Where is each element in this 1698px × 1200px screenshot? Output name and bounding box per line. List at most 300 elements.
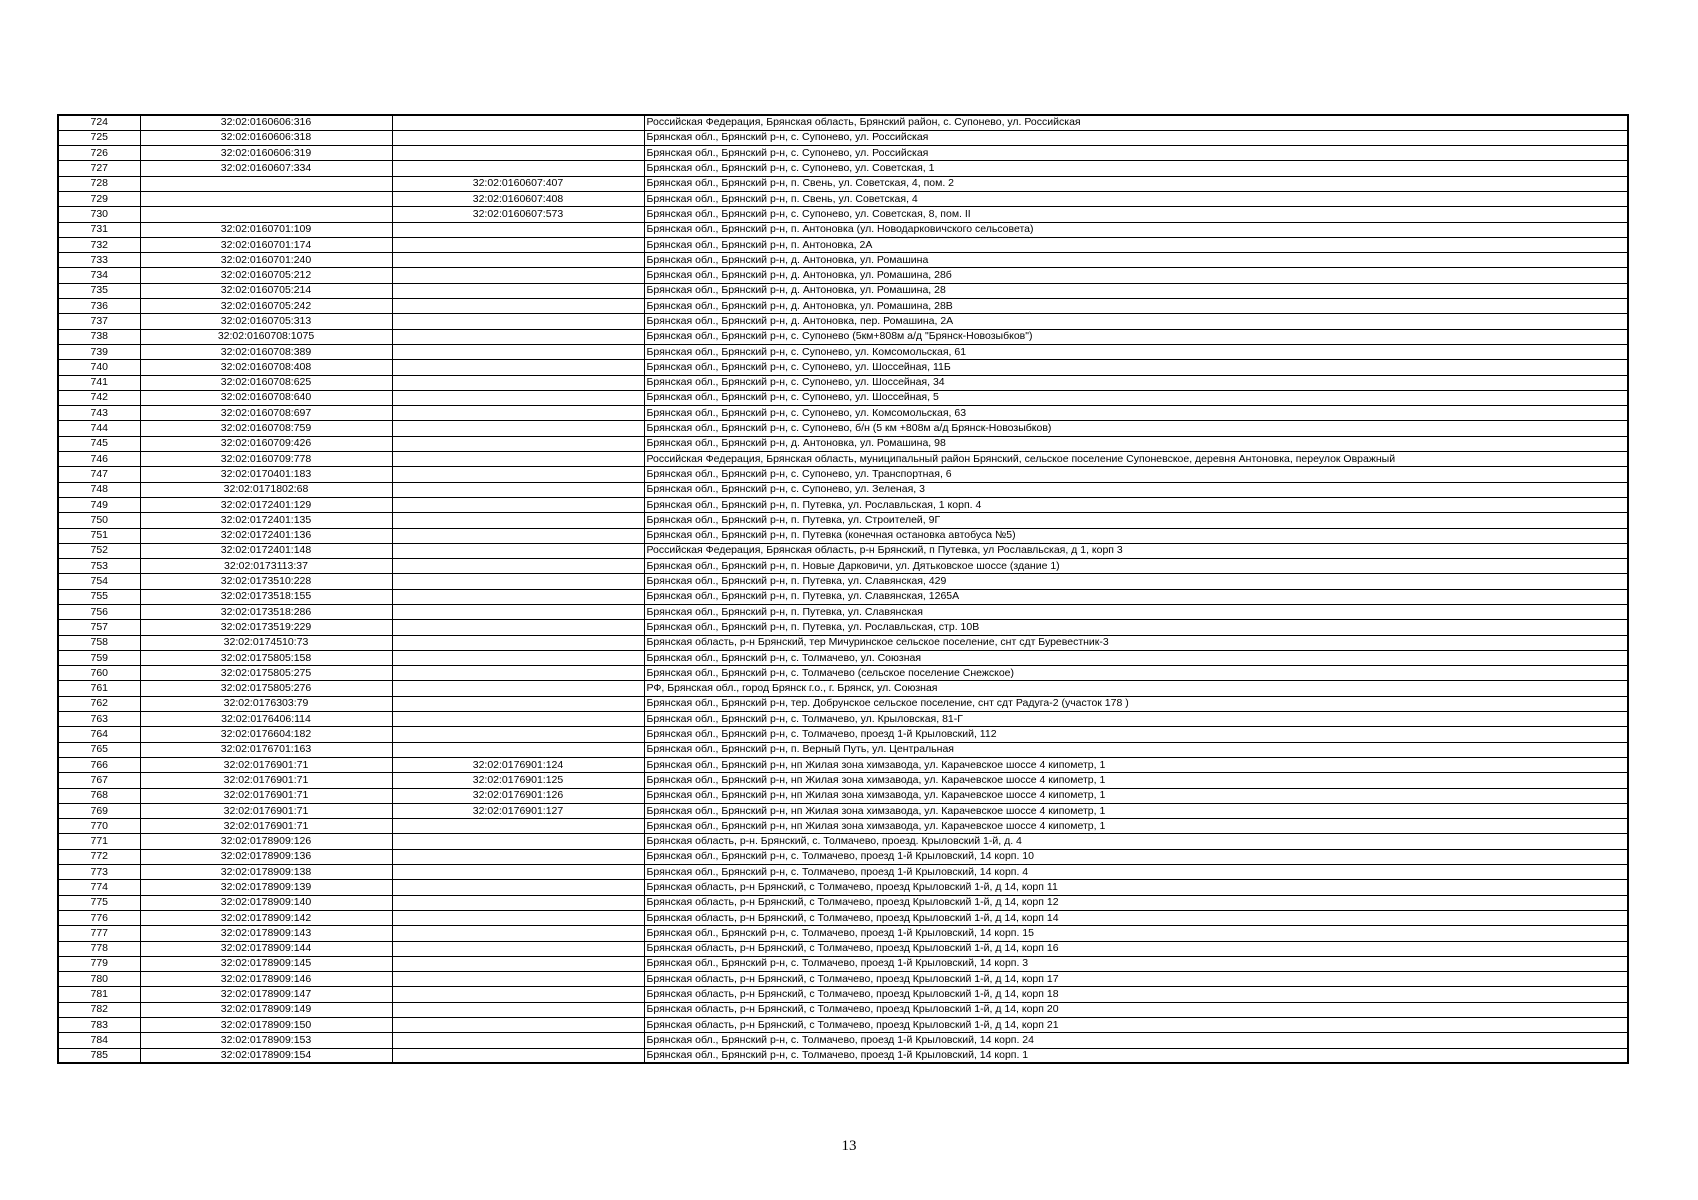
land-cadastral-number-cell: 32:02:0178909:140 xyxy=(140,895,392,910)
row-number-cell: 744 xyxy=(58,421,140,436)
building-cadastral-number-cell xyxy=(392,283,644,298)
row-number-cell: 725 xyxy=(58,130,140,145)
building-cadastral-number-cell xyxy=(392,696,644,711)
row-number-cell: 752 xyxy=(58,543,140,558)
table-row xyxy=(58,1002,1628,1017)
building-cadastral-number-cell xyxy=(392,650,644,665)
address-cell: Брянская обл., Брянский р-н, тер. Добрунское сельское поселение, снт сдт Радуга-2 (участок 178 ) xyxy=(644,696,1628,711)
table-row xyxy=(58,574,1628,589)
row-number-cell: 750 xyxy=(58,513,140,528)
building-cadastral-number-cell xyxy=(392,314,644,329)
address-cell: Брянская обл., Брянский р-н, нп Жилая зона химзавода, ул. Карачевское шоссе 4 кипометр, 1 xyxy=(644,803,1628,818)
land-cadastral-number-cell: 32:02:0160708:408 xyxy=(140,360,392,375)
land-cadastral-number-cell: 32:02:0178909:149 xyxy=(140,1002,392,1017)
table-row xyxy=(58,146,1628,161)
land-cadastral-number-cell: 32:02:0160606:319 xyxy=(140,146,392,161)
row-number-cell: 766 xyxy=(58,757,140,772)
building-cadastral-number-cell xyxy=(392,467,644,482)
land-cadastral-number-cell xyxy=(140,191,392,206)
row-number-cell: 762 xyxy=(58,696,140,711)
building-cadastral-number-cell xyxy=(392,926,644,941)
address-cell: Брянская область, р-н Брянский, с Толмачево, проезд Крыловский 1-й, д 14, корп 21 xyxy=(644,1018,1628,1033)
table-row xyxy=(58,956,1628,971)
row-number-cell: 784 xyxy=(58,1033,140,1048)
row-number-cell: 748 xyxy=(58,482,140,497)
table-row xyxy=(58,834,1628,849)
address-cell: Брянская обл., Брянский р-н, с. Толмачево, проезд 1-й Крыловский, 14 корп. 24 xyxy=(644,1033,1628,1048)
row-number-cell: 741 xyxy=(58,375,140,390)
row-number-cell: 726 xyxy=(58,146,140,161)
address-cell: Брянская обл., Брянский р-н, с. Супонево, ул. Российская xyxy=(644,146,1628,161)
table-row xyxy=(58,222,1628,237)
land-cadastral-number-cell: 32:02:0176406:114 xyxy=(140,712,392,727)
land-cadastral-number-cell: 32:02:0174510:73 xyxy=(140,635,392,650)
land-cadastral-number-cell: 32:02:0160606:316 xyxy=(140,115,392,130)
building-cadastral-number-cell xyxy=(392,513,644,528)
table-row xyxy=(58,497,1628,512)
address-cell: Российская Федерация, Брянская область, Брянский район, с. Супонево, ул. Российская xyxy=(644,115,1628,130)
table-row xyxy=(58,605,1628,620)
row-number-cell: 772 xyxy=(58,849,140,864)
row-number-cell: 754 xyxy=(58,574,140,589)
row-number-cell: 729 xyxy=(58,191,140,206)
row-number-cell: 770 xyxy=(58,819,140,834)
building-cadastral-number-cell xyxy=(392,941,644,956)
row-number-cell: 736 xyxy=(58,299,140,314)
row-number-cell: 767 xyxy=(58,773,140,788)
building-cadastral-number-cell xyxy=(392,605,644,620)
row-number-cell: 737 xyxy=(58,314,140,329)
row-number-cell: 771 xyxy=(58,834,140,849)
land-cadastral-number-cell: 32:02:0160701:174 xyxy=(140,237,392,252)
land-cadastral-number-cell: 32:02:0176901:71 xyxy=(140,773,392,788)
land-cadastral-number-cell: 32:02:0160705:212 xyxy=(140,268,392,283)
table-row xyxy=(58,696,1628,711)
land-cadastral-number-cell: 32:02:0178909:145 xyxy=(140,956,392,971)
building-cadastral-number-cell: 32:02:0160607:573 xyxy=(392,207,644,222)
table-row xyxy=(58,253,1628,268)
building-cadastral-number-cell xyxy=(392,589,644,604)
building-cadastral-number-cell: 32:02:0160607:408 xyxy=(392,191,644,206)
register-table xyxy=(57,114,1629,1064)
land-cadastral-number-cell: 32:02:0178909:138 xyxy=(140,865,392,880)
address-cell: Брянская обл., Брянский р-н, п. Свень, ул. Советская, 4, пом. 2 xyxy=(644,176,1628,191)
address-cell: Брянская обл., Брянский р-н, д. Антоновка, пер. Ромашина, 2А xyxy=(644,314,1628,329)
table-row xyxy=(58,727,1628,742)
building-cadastral-number-cell xyxy=(392,972,644,987)
building-cadastral-number-cell xyxy=(392,742,644,757)
table-row xyxy=(58,1018,1628,1033)
land-cadastral-number-cell: 32:02:0178909:146 xyxy=(140,972,392,987)
land-cadastral-number-cell: 32:02:0172401:136 xyxy=(140,528,392,543)
address-cell: Брянская обл., Брянский р-н, с. Супонево, ул. Советская, 8, пом. II xyxy=(644,207,1628,222)
building-cadastral-number-cell: 32:02:0176901:125 xyxy=(392,773,644,788)
building-cadastral-number-cell xyxy=(392,406,644,421)
building-cadastral-number-cell xyxy=(392,436,644,451)
row-number-cell: 743 xyxy=(58,406,140,421)
land-cadastral-number-cell: 32:02:0176604:182 xyxy=(140,727,392,742)
table-row xyxy=(58,436,1628,451)
table-row xyxy=(58,528,1628,543)
building-cadastral-number-cell xyxy=(392,237,644,252)
land-cadastral-number-cell: 32:02:0160708:389 xyxy=(140,344,392,359)
row-number-cell: 760 xyxy=(58,666,140,681)
row-number-cell: 785 xyxy=(58,1048,140,1063)
land-cadastral-number-cell: 32:02:0160607:334 xyxy=(140,161,392,176)
land-cadastral-number-cell: 32:02:0160705:242 xyxy=(140,299,392,314)
address-cell: Российская Федерация, Брянская область, р-н Брянский, п Путевка, ул Рославльская, д 1, корп 3 xyxy=(644,543,1628,558)
table-row xyxy=(58,390,1628,405)
land-cadastral-number-cell: 32:02:0175805:275 xyxy=(140,666,392,681)
register-table-body xyxy=(58,115,1628,1063)
land-cadastral-number-cell: 32:02:0178909:126 xyxy=(140,834,392,849)
building-cadastral-number-cell xyxy=(392,375,644,390)
table-row xyxy=(58,895,1628,910)
address-cell: Брянская обл., Брянский р-н, д. Антоновка, ул. Ромашина, 28б xyxy=(644,268,1628,283)
building-cadastral-number-cell xyxy=(392,1048,644,1063)
address-cell: Брянская обл., Брянский р-н, п. Путевка, ул. Рославльская, стр. 10В xyxy=(644,620,1628,635)
land-cadastral-number-cell: 32:02:0173510:228 xyxy=(140,574,392,589)
table-row xyxy=(58,941,1628,956)
land-cadastral-number-cell: 32:02:0172401:135 xyxy=(140,513,392,528)
row-number-cell: 773 xyxy=(58,865,140,880)
row-number-cell: 728 xyxy=(58,176,140,191)
address-cell: Брянская обл., Брянский р-н, п. Новые Дарковичи, ул. Дятьковское шоссе (здание 1) xyxy=(644,559,1628,574)
table-row xyxy=(58,712,1628,727)
row-number-cell: 732 xyxy=(58,237,140,252)
row-number-cell: 774 xyxy=(58,880,140,895)
row-number-cell: 764 xyxy=(58,727,140,742)
land-cadastral-number-cell: 32:02:0175805:158 xyxy=(140,650,392,665)
land-cadastral-number-cell: 32:02:0176303:79 xyxy=(140,696,392,711)
table-row xyxy=(58,880,1628,895)
address-cell: Брянская обл., Брянский р-н, п. Антоновка (ул. Новодарковичского сельсовета) xyxy=(644,222,1628,237)
table-row xyxy=(58,788,1628,803)
table-row xyxy=(58,666,1628,681)
building-cadastral-number-cell xyxy=(392,849,644,864)
land-cadastral-number-cell: 32:02:0160701:109 xyxy=(140,222,392,237)
row-number-cell: 769 xyxy=(58,803,140,818)
land-cadastral-number-cell: 32:02:0170401:183 xyxy=(140,467,392,482)
table-row xyxy=(58,421,1628,436)
row-number-cell: 775 xyxy=(58,895,140,910)
table-row xyxy=(58,1048,1628,1063)
address-cell: Брянская обл., Брянский р-н, п. Путевка, ул. Славянская, 429 xyxy=(644,574,1628,589)
row-number-cell: 727 xyxy=(58,161,140,176)
building-cadastral-number-cell xyxy=(392,1018,644,1033)
table-row xyxy=(58,559,1628,574)
land-cadastral-number-cell: 32:02:0160708:640 xyxy=(140,390,392,405)
building-cadastral-number-cell xyxy=(392,574,644,589)
row-number-cell: 733 xyxy=(58,253,140,268)
row-number-cell: 778 xyxy=(58,941,140,956)
table-row xyxy=(58,375,1628,390)
address-cell: Брянская обл., Брянский р-н, с. Толмачево, проезд 1-й Крыловский, 14 корп. 4 xyxy=(644,865,1628,880)
address-cell: Брянская обл., Брянский р-н, с. Супонево, ул. Комсомольская, 61 xyxy=(644,344,1628,359)
address-cell: Брянская обл., Брянский р-н, с. Толмачево, проезд 1-й Крыловский, 14 корп. 15 xyxy=(644,926,1628,941)
land-cadastral-number-cell: 32:02:0160606:318 xyxy=(140,130,392,145)
row-number-cell: 761 xyxy=(58,681,140,696)
land-cadastral-number-cell: 32:02:0160709:426 xyxy=(140,436,392,451)
row-number-cell: 780 xyxy=(58,972,140,987)
row-number-cell: 783 xyxy=(58,1018,140,1033)
row-number-cell: 765 xyxy=(58,742,140,757)
address-cell: Брянская обл., Брянский р-н, с. Толмачево, проезд 1-й Крыловский, 14 корп. 3 xyxy=(644,956,1628,971)
row-number-cell: 755 xyxy=(58,589,140,604)
table-row xyxy=(58,757,1628,772)
land-cadastral-number-cell: 32:02:0178909:143 xyxy=(140,926,392,941)
table-row xyxy=(58,910,1628,925)
address-cell: Брянская обл., Брянский р-н, п. Свень, ул. Советская, 4 xyxy=(644,191,1628,206)
table-row xyxy=(58,268,1628,283)
building-cadastral-number-cell xyxy=(392,819,644,834)
address-cell: Брянская обл., Брянский р-н, п. Путевка, ул. Славянская xyxy=(644,605,1628,620)
row-number-cell: 768 xyxy=(58,788,140,803)
table-row xyxy=(58,482,1628,497)
building-cadastral-number-cell: 32:02:0176901:124 xyxy=(392,757,644,772)
land-cadastral-number-cell: 32:02:0160708:697 xyxy=(140,406,392,421)
address-cell: Брянская обл., Брянский р-н, п. Путевка, ул. Славянская, 1265А xyxy=(644,589,1628,604)
address-cell: Брянская обл., Брянский р-н, с. Супонево, ул. Шоссейная, 5 xyxy=(644,390,1628,405)
address-cell: Брянская обл., Брянский р-н, д. Антоновка, ул. Ромашина, 98 xyxy=(644,436,1628,451)
row-number-cell: 749 xyxy=(58,497,140,512)
address-cell: Брянская обл., Брянский р-н, с. Супонево, ул. Транспортная, 6 xyxy=(644,467,1628,482)
table-row xyxy=(58,467,1628,482)
address-cell: Брянская обл., Брянский р-н, д. Антоновка, ул. Ромашина, 28 xyxy=(644,283,1628,298)
table-row xyxy=(58,299,1628,314)
building-cadastral-number-cell xyxy=(392,421,644,436)
address-cell: Брянская обл., Брянский р-н, с. Супонево, ул. Зеленая, 3 xyxy=(644,482,1628,497)
address-cell: Брянская область, р-н Брянский, с Толмачево, проезд Крыловский 1-й, д 14, корп 11 xyxy=(644,880,1628,895)
row-number-cell: 724 xyxy=(58,115,140,130)
building-cadastral-number-cell xyxy=(392,910,644,925)
address-cell: Брянская обл., Брянский р-н, с. Супонево, ул. Шоссейная, 34 xyxy=(644,375,1628,390)
row-number-cell: 740 xyxy=(58,360,140,375)
land-cadastral-number-cell: 32:02:0178909:150 xyxy=(140,1018,392,1033)
address-cell: Российская Федерация, Брянская область, муниципальный район Брянский, сельское поселение Супоневское, деревня Антоновка, переулок Овражный xyxy=(644,452,1628,467)
building-cadastral-number-cell xyxy=(392,712,644,727)
building-cadastral-number-cell xyxy=(392,635,644,650)
table-row xyxy=(58,115,1628,130)
land-cadastral-number-cell: 32:02:0160708:1075 xyxy=(140,329,392,344)
land-cadastral-number-cell: 32:02:0173519:229 xyxy=(140,620,392,635)
address-cell: Брянская обл., Брянский р-н, нп Жилая зона химзавода, ул. Карачевское шоссе 4 кипометр, 1 xyxy=(644,773,1628,788)
row-number-cell: 777 xyxy=(58,926,140,941)
building-cadastral-number-cell xyxy=(392,543,644,558)
address-cell: Брянская обл., Брянский р-н, п. Путевка (конечная остановка автобуса №5) xyxy=(644,528,1628,543)
building-cadastral-number-cell xyxy=(392,482,644,497)
building-cadastral-number-cell xyxy=(392,956,644,971)
building-cadastral-number-cell xyxy=(392,895,644,910)
table-row xyxy=(58,865,1628,880)
table-row xyxy=(58,191,1628,206)
building-cadastral-number-cell xyxy=(392,222,644,237)
row-number-cell: 745 xyxy=(58,436,140,451)
address-cell: Брянская область, р-н Брянский, с Толмачево, проезд Крыловский 1-й, д 14, корп 17 xyxy=(644,972,1628,987)
address-cell: Брянская обл., Брянский р-н, с. Супонево, ул. Российская xyxy=(644,130,1628,145)
building-cadastral-number-cell xyxy=(392,115,644,130)
address-cell: Брянская обл., Брянский р-н, с. Толмачево, ул. Крыловская, 81-Г xyxy=(644,712,1628,727)
land-cadastral-number-cell: 32:02:0160701:240 xyxy=(140,253,392,268)
building-cadastral-number-cell xyxy=(392,253,644,268)
building-cadastral-number-cell xyxy=(392,268,644,283)
building-cadastral-number-cell xyxy=(392,344,644,359)
building-cadastral-number-cell xyxy=(392,1002,644,1017)
address-cell: Брянская область, р-н. Брянский, с. Толмачево, проезд. Крыловский 1-й, д. 4 xyxy=(644,834,1628,849)
row-number-cell: 779 xyxy=(58,956,140,971)
building-cadastral-number-cell xyxy=(392,987,644,1002)
address-cell: Брянская обл., Брянский р-н, с. Толмачево, ул. Союзная xyxy=(644,650,1628,665)
land-cadastral-number-cell: 32:02:0178909:144 xyxy=(140,941,392,956)
address-cell: Брянская обл., Брянский р-н, с. Супонево (5км+808м а/д "Брянск-Новозыбков") xyxy=(644,329,1628,344)
address-cell: Брянская обл., Брянский р-н, п. Путевка, ул. Рославльская, 1 корп. 4 xyxy=(644,497,1628,512)
building-cadastral-number-cell xyxy=(392,497,644,512)
address-cell: Брянская обл., Брянский р-н, с. Толмачево, проезд 1-й Крыловский, 14 корп. 10 xyxy=(644,849,1628,864)
address-cell: Брянская обл., Брянский р-н, д. Антоновка, ул. Ромашина xyxy=(644,253,1628,268)
row-number-cell: 753 xyxy=(58,559,140,574)
land-cadastral-number-cell: 32:02:0172401:148 xyxy=(140,543,392,558)
table-row xyxy=(58,972,1628,987)
address-cell: Брянская обл., Брянский р-н, нп Жилая зона химзавода, ул. Карачевское шоссе 4 кипометр, 1 xyxy=(644,788,1628,803)
land-cadastral-number-cell: 32:02:0178909:154 xyxy=(140,1048,392,1063)
building-cadastral-number-cell: 32:02:0176901:127 xyxy=(392,803,644,818)
address-cell: Брянская обл., Брянский р-н, с. Супонево, ул. Шоссейная, 11Б xyxy=(644,360,1628,375)
building-cadastral-number-cell xyxy=(392,880,644,895)
table-row xyxy=(58,344,1628,359)
address-cell: Брянская обл., Брянский р-н, п. Верный Путь, ул. Центральная xyxy=(644,742,1628,757)
land-cadastral-number-cell: 32:02:0173518:155 xyxy=(140,589,392,604)
address-cell: Брянская обл., Брянский р-н, нп Жилая зона химзавода, ул. Карачевское шоссе 4 кипометр, 1 xyxy=(644,819,1628,834)
land-cadastral-number-cell: 32:02:0176901:71 xyxy=(140,803,392,818)
land-cadastral-number-cell: 32:02:0178909:147 xyxy=(140,987,392,1002)
table-row xyxy=(58,207,1628,222)
building-cadastral-number-cell: 32:02:0176901:126 xyxy=(392,788,644,803)
address-cell: Брянская обл., Брянский р-н, с. Толмачево (сельское поселение Снежское) xyxy=(644,666,1628,681)
address-cell: Брянская область, р-н Брянский, с Толмачево, проезд Крыловский 1-й, д 14, корп 20 xyxy=(644,1002,1628,1017)
building-cadastral-number-cell xyxy=(392,360,644,375)
address-cell: Брянская область, р-н Брянский, с Толмачево, проезд Крыловский 1-й, д 14, корп 12 xyxy=(644,895,1628,910)
address-cell: Брянская область, р-н Брянский, с Толмачево, проезд Крыловский 1-й, д 14, корп 14 xyxy=(644,910,1628,925)
building-cadastral-number-cell xyxy=(392,299,644,314)
row-number-cell: 751 xyxy=(58,528,140,543)
table-row xyxy=(58,452,1628,467)
page-number: 13 xyxy=(841,1138,857,1154)
address-cell: Брянская область, р-н Брянский, тер Мичуринское сельское поселение, снт сдт Буревестник-3 xyxy=(644,635,1628,650)
row-number-cell: 730 xyxy=(58,207,140,222)
building-cadastral-number-cell xyxy=(392,329,644,344)
table-row xyxy=(58,161,1628,176)
land-cadastral-number-cell: 32:02:0175805:276 xyxy=(140,681,392,696)
table-row xyxy=(58,650,1628,665)
table-row xyxy=(58,926,1628,941)
row-number-cell: 756 xyxy=(58,605,140,620)
address-cell: Брянская обл., Брянский р-н, с. Толмачево, проезд 1-й Крыловский, 14 корп. 1 xyxy=(644,1048,1628,1063)
row-number-cell: 731 xyxy=(58,222,140,237)
address-cell: Брянская обл., Брянский р-н, с. Супонево, ул. Комсомольская, 63 xyxy=(644,406,1628,421)
address-cell: Брянская обл., Брянский р-н, д. Антоновка, ул. Ромашина, 28В xyxy=(644,299,1628,314)
table-row xyxy=(58,681,1628,696)
land-cadastral-number-cell: 32:02:0160708:759 xyxy=(140,421,392,436)
building-cadastral-number-cell: 32:02:0160607:407 xyxy=(392,176,644,191)
row-number-cell: 747 xyxy=(58,467,140,482)
building-cadastral-number-cell xyxy=(392,681,644,696)
row-number-cell: 757 xyxy=(58,620,140,635)
building-cadastral-number-cell xyxy=(392,620,644,635)
address-cell: Брянская обл., Брянский р-н, с. Супонево, б/н (5 км +808м а/д Брянск-Новозыбков) xyxy=(644,421,1628,436)
row-number-cell: 738 xyxy=(58,329,140,344)
land-cadastral-number-cell: 32:02:0176901:71 xyxy=(140,757,392,772)
building-cadastral-number-cell xyxy=(392,727,644,742)
building-cadastral-number-cell xyxy=(392,146,644,161)
table-row xyxy=(58,283,1628,298)
land-cadastral-number-cell: 32:02:0176701:163 xyxy=(140,742,392,757)
table-row xyxy=(58,1033,1628,1048)
table-row xyxy=(58,773,1628,788)
building-cadastral-number-cell xyxy=(392,161,644,176)
land-cadastral-number-cell: 32:02:0172401:129 xyxy=(140,497,392,512)
land-cadastral-number-cell: 32:02:0176901:71 xyxy=(140,819,392,834)
row-number-cell: 758 xyxy=(58,635,140,650)
building-cadastral-number-cell xyxy=(392,865,644,880)
table-row xyxy=(58,803,1628,818)
address-cell: Брянская обл., Брянский р-н, п. Путевка, ул. Строителей, 9Г xyxy=(644,513,1628,528)
address-cell: Брянская область, р-н Брянский, с Толмачево, проезд Крыловский 1-й, д 14, корп 18 xyxy=(644,987,1628,1002)
address-cell: Брянская обл., Брянский р-н, нп Жилая зона химзавода, ул. Карачевское шоссе 4 кипометр, 1 xyxy=(644,757,1628,772)
land-cadastral-number-cell xyxy=(140,207,392,222)
building-cadastral-number-cell xyxy=(392,390,644,405)
building-cadastral-number-cell xyxy=(392,528,644,543)
table-row xyxy=(58,987,1628,1002)
table-row xyxy=(58,589,1628,604)
building-cadastral-number-cell xyxy=(392,834,644,849)
building-cadastral-number-cell xyxy=(392,559,644,574)
row-number-cell: 763 xyxy=(58,712,140,727)
land-cadastral-number-cell xyxy=(140,176,392,191)
land-cadastral-number-cell: 32:02:0173113:37 xyxy=(140,559,392,574)
land-cadastral-number-cell: 32:02:0178909:153 xyxy=(140,1033,392,1048)
building-cadastral-number-cell xyxy=(392,666,644,681)
land-cadastral-number-cell: 32:02:0160708:625 xyxy=(140,375,392,390)
row-number-cell: 742 xyxy=(58,390,140,405)
row-number-cell: 734 xyxy=(58,268,140,283)
row-number-cell: 759 xyxy=(58,650,140,665)
address-cell: РФ, Брянская обл., город Брянск г.о., г. Брянск, ул. Союзная xyxy=(644,681,1628,696)
land-cadastral-number-cell: 32:02:0178909:136 xyxy=(140,849,392,864)
land-cadastral-number-cell: 32:02:0178909:142 xyxy=(140,910,392,925)
row-number-cell: 776 xyxy=(58,910,140,925)
table-row xyxy=(58,176,1628,191)
address-cell: Брянская обл., Брянский р-н, с. Толмачево, проезд 1-й Крыловский, 112 xyxy=(644,727,1628,742)
land-cadastral-number-cell: 32:02:0160705:313 xyxy=(140,314,392,329)
table-row xyxy=(58,635,1628,650)
land-cadastral-number-cell: 32:02:0173518:286 xyxy=(140,605,392,620)
table-row xyxy=(58,130,1628,145)
building-cadastral-number-cell xyxy=(392,130,644,145)
row-number-cell: 739 xyxy=(58,344,140,359)
building-cadastral-number-cell xyxy=(392,452,644,467)
land-cadastral-number-cell: 32:02:0160705:214 xyxy=(140,283,392,298)
row-number-cell: 735 xyxy=(58,283,140,298)
address-cell: Брянская область, р-н Брянский, с Толмачево, проезд Крыловский 1-й, д 14, корп 16 xyxy=(644,941,1628,956)
table-row xyxy=(58,849,1628,864)
row-number-cell: 781 xyxy=(58,987,140,1002)
table-row xyxy=(58,513,1628,528)
land-cadastral-number-cell: 32:02:0178909:139 xyxy=(140,880,392,895)
table-row xyxy=(58,314,1628,329)
land-cadastral-number-cell: 32:02:0160709:778 xyxy=(140,452,392,467)
table-row xyxy=(58,329,1628,344)
table-row xyxy=(58,406,1628,421)
